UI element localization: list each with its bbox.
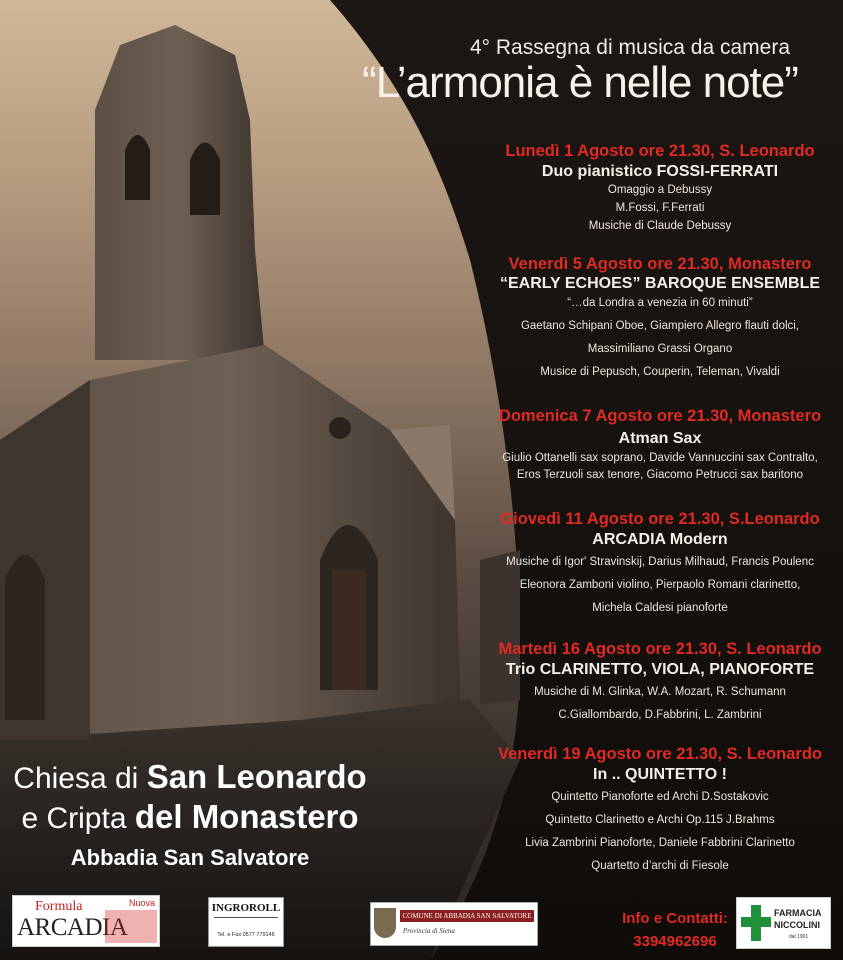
contact-label: Info e Contatti: bbox=[622, 910, 728, 927]
event-line: Musiche di Igor' Stravinskij, Darius Milhaud, Francis Poulenc bbox=[506, 556, 814, 568]
arcadia-nuova: Nuova bbox=[128, 898, 155, 908]
event-line: M.Fossi, F.Ferrati bbox=[615, 202, 705, 214]
contact-phone[interactable]: 3394962696 bbox=[633, 933, 717, 950]
comune-logo bbox=[370, 902, 538, 946]
event-line: Musiche di Claude Debussy bbox=[588, 220, 732, 232]
event-line: Musiche di M. Glinka, W.A. Mozart, R. Schumann bbox=[534, 686, 786, 698]
comune-name: COMUNE DI ABBADIA SAN SALVATORE bbox=[400, 910, 534, 922]
location-town: Abbadia San Salvatore bbox=[70, 845, 310, 870]
ingroroll-tel: Tel. e Fax 0577 779146 bbox=[217, 932, 275, 938]
arcadia-name: ARCADIA bbox=[17, 914, 128, 941]
event-4 bbox=[480, 510, 840, 616]
event-3 bbox=[480, 407, 840, 483]
event-title: “EARLY ECHOES” BAROQUE ENSEMBLE bbox=[499, 275, 821, 292]
event-date: Lunedì 1 Agosto ore 21.30, S. Leonardo bbox=[505, 142, 815, 160]
pharmacy-cross-icon bbox=[741, 905, 771, 941]
arcadia-formula: Formula bbox=[35, 899, 83, 914]
event-line: C.Giallombardo, D.Fabbrini, L. Zambrini bbox=[558, 709, 762, 721]
event-line: Michela Caldesi pianoforte bbox=[592, 602, 728, 614]
event-date: Venerdì 19 Agosto ore 21.30, S. Leonardo bbox=[498, 745, 822, 763]
event-line: Eros Terzuoli sax tenore, Giacomo Petrucci sax baritono bbox=[516, 469, 804, 481]
event-title: In .. QUINTETTO ! bbox=[593, 766, 727, 783]
festival-subtitle: 4° Rassegna di musica da camera bbox=[469, 36, 791, 59]
event-line: Omaggio a Debussy bbox=[607, 184, 713, 196]
festival-title: “L’armonia è nelle note” bbox=[362, 58, 798, 107]
ingroroll-rule bbox=[214, 917, 278, 918]
arcadia-logo bbox=[12, 895, 160, 947]
location-line-2 bbox=[10, 798, 370, 836]
farmacia-name: NICCOLINI bbox=[774, 920, 820, 930]
pharmacy-cross-horizontal bbox=[741, 917, 771, 927]
event-line: Quartetto d’archi di Fiesole bbox=[591, 860, 729, 872]
arcadia-red-block bbox=[105, 910, 157, 943]
event-line: Quintetto Pianoforte ed Archi D.Sostakovic bbox=[551, 791, 769, 803]
event-line: Livia Zambrini Pianoforte, Daniele Fabbrini Clarinetto bbox=[525, 837, 795, 849]
event-date: Martedì 16 Agosto ore 21.30, S. Leonardo bbox=[498, 640, 822, 658]
ingroroll-name: INGROROLL bbox=[211, 902, 281, 914]
farmacia-logo bbox=[736, 897, 831, 949]
event-line: Eleonora Zamboni violino, Pierpaolo Romani clarinetto, bbox=[519, 579, 801, 591]
location-prefix: e Cripta bbox=[21, 802, 135, 835]
event-title: Trio CLARINETTO, VIOLA, PIANOFORTE bbox=[505, 661, 815, 678]
event-title: ARCADIA Modern bbox=[592, 531, 728, 548]
bell-tower bbox=[95, 25, 265, 360]
comune-province: Provincia di Siena bbox=[403, 927, 455, 935]
event-line: Quintetto Clarinetto e Archi Op.115 J.Brahms bbox=[545, 814, 775, 826]
event-6 bbox=[480, 745, 840, 874]
ingroroll-logo bbox=[208, 897, 284, 947]
location-prefix: Chiesa di bbox=[13, 762, 147, 795]
contact-info bbox=[600, 907, 750, 953]
location-bold: del Monastero bbox=[134, 798, 359, 835]
event-5 bbox=[480, 640, 840, 723]
event-line: Gaetano Schipani Oboe, Giampiero Allegro flauti dolci, bbox=[520, 320, 800, 332]
comune-crest-icon bbox=[374, 908, 396, 938]
event-title: Duo pianistico FOSSI-FERRATI bbox=[541, 163, 779, 180]
event-line: “…da Londra a venezia in 60 minuti” bbox=[567, 297, 753, 309]
event-date: Domenica 7 Agosto ore 21.30, Monastero bbox=[498, 407, 822, 425]
location-bold: San Leonardo bbox=[146, 758, 367, 795]
location-line-1 bbox=[10, 758, 370, 796]
event-line: Giulio Ottanelli sax soprano, Davide Vannuccini sax Contralto, bbox=[502, 452, 818, 464]
event-1 bbox=[480, 142, 840, 234]
farmacia-year: dal 1901 bbox=[789, 934, 809, 940]
event-title: Atman Sax bbox=[618, 430, 702, 447]
event-date: Venerdì 5 Agosto ore 21.30, Monastero bbox=[508, 255, 812, 273]
event-line: Massimiliano Grassi Organo bbox=[587, 343, 733, 355]
farmacia-label: FARMACIA bbox=[774, 908, 822, 918]
event-date: Giovedì 11 Agosto ore 21.30, S.Leonardo bbox=[500, 510, 820, 528]
event-2 bbox=[480, 255, 840, 380]
event-line: Musice di Pepusch, Couperin, Teleman, Vivaldi bbox=[540, 366, 780, 378]
